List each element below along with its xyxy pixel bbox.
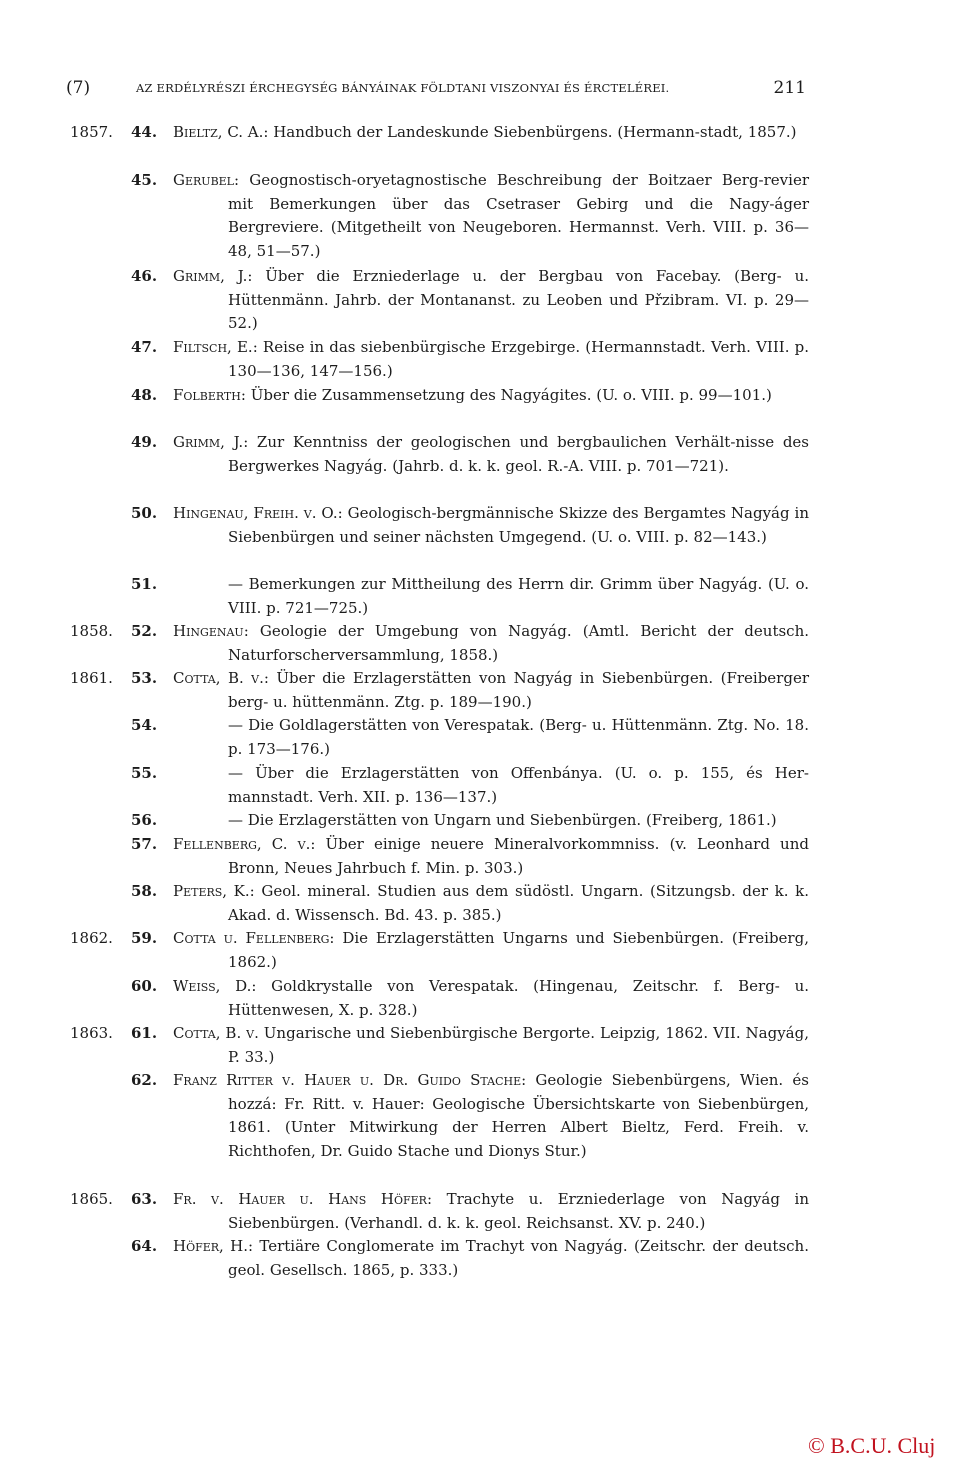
- entry-citation: : Über die Erzlagerstätten von Nagyág in Siebenbürgen. (Freiberger berg- u. hüttenmänn. Ztg. p. 189—190.): [228, 669, 809, 711]
- entry-year: 1865.: [70, 1190, 113, 1208]
- entry-citation: : Über die Zusammensetzung des Nagyágites. (U. o. VIII. p. 99—101.): [240, 386, 772, 404]
- entry-text: [173, 121, 809, 145]
- entry-author: Franz Ritter v. Hauer u. Dr. Guido Stache: [173, 1071, 522, 1089]
- running-header: [66, 78, 806, 102]
- entry-text: [173, 265, 809, 336]
- entry-author: Cotta, B. v.: [173, 669, 264, 687]
- entry-text: [173, 1188, 809, 1235]
- entry-year: 1861.: [70, 669, 113, 687]
- entry-number: 56.: [131, 811, 158, 829]
- entry-citation: : Über einige neuere Mineralvorkommniss. (v. Leonhard und Bronn, Neues Jahrbuch f. Min. p. 303.): [228, 835, 809, 877]
- entry-text: — Die Erzlagerstätten von Ungarn und Siebenbürgen. (Freiberg, 1861.): [228, 811, 777, 829]
- entry-number: 63.: [131, 1190, 158, 1208]
- entry-citation: : Über die Erzniederlage u. der Bergbau von Facebay. (Berg- u. Hüttenmänn. Jahrb. der Montananst. zu Leoben und Přzibram. VI. p. 29—52.): [228, 267, 810, 333]
- entry-citation: : Tertiäre Conglomerate im Trachyt von Nagyág. (Zeitschr. der deutsch. geol. Gesellsch. 1865, p. 333.): [228, 1237, 809, 1279]
- entry-citation: : Geologie Siebenbürgens, Wien. és hozzá: Fr. Ritt. v. Hauer: Geologische Übersichtskarte von Siebenbürgen, 1861. (Unter Mitwirkung der Herren Albert Bieltz, Ferd. Freih. v. Richthofen, Dr. Guido Stache und Dionys Stur.): [228, 1071, 809, 1160]
- entry-text: — Bemerkungen zur Mittheilung des Herrn dir. Grimm über Nagyág. (U. o. VIII. p. 721—725.): [228, 575, 809, 617]
- entry-author: Grimm, J.: [173, 267, 248, 285]
- entry-number: 51.: [131, 575, 158, 593]
- entry-number: 49.: [131, 433, 158, 451]
- entry-year: 1863.: [70, 1024, 113, 1042]
- entry-author: Cotta u. Fellenberg: [173, 929, 330, 947]
- entry-citation: : Trachyte u. Erzniederlage von Nagyág in Siebenbürgen. (Verhandl. d. k. k. geol. Reichsanst. XV. p. 240.): [228, 1190, 809, 1232]
- entry-number: 54.: [131, 716, 158, 734]
- entry-author: Höfer, H.: [173, 1237, 248, 1255]
- entry-year: 1857.: [70, 123, 113, 141]
- entry-text: [173, 1022, 809, 1069]
- entry-author: Cotta, B. v.: [173, 1024, 259, 1042]
- entry-author: Weiss, D.: [173, 977, 252, 995]
- entry-author: Peters, K.: [173, 882, 250, 900]
- entry-author: Bieltz, C. A.: [173, 123, 264, 141]
- entry-citation: : Geognostisch-oryetagnostische Beschreibung der Boitzaer Berg-revier mit Bemerkungen über das Csetraser Gebirg und die Nagy-áger Bergreviere. (Mitgetheilt von Neugeboren. Hermannst. Verh. VIII. p. 36—48, 51—57.): [228, 171, 809, 260]
- entry-text: [173, 667, 809, 714]
- entry-year: 1862.: [70, 929, 113, 947]
- section-marker: (7): [66, 78, 91, 98]
- entry-number: 57.: [131, 835, 158, 853]
- entry-number: 62.: [131, 1071, 158, 1089]
- entry-text: [173, 169, 809, 263]
- entry-citation: : Die Erzlagerstätten Ungarns und Siebenbürgen. (Freiberg, 1862.): [228, 929, 809, 971]
- entry-author: Fr. v. Hauer u. Hans Höfer: [173, 1190, 427, 1208]
- entry-number: 50.: [131, 504, 158, 522]
- entry-number: 46.: [131, 267, 158, 285]
- entry-citation: : Reise in das siebenbürgische Erzgebirge. (Hermannstadt. Verh. VIII. p. 130—136, 147—156.): [228, 338, 809, 380]
- entry-citation: : Geologie der Umgebung von Nagyág. (Amtl. Bericht der deutsch. Naturforscherversammlung, 1858.): [228, 622, 809, 664]
- running-title: AZ ERDÉLYRÉSZI ÉRCHEGYSÉG BÁNYÁINAK FÖLDTANI VISZONYAI ÉS ÉRCTELÉREI.: [136, 81, 670, 95]
- entry-text: — Über die Erzlagerstätten von Offenbánya. (U. o. p. 155, és Her-mannstadt. Verh. XII. p. 136—137.): [228, 764, 809, 806]
- entry-text: [173, 927, 809, 974]
- entry-number: 48.: [131, 386, 158, 404]
- entry-number: 53.: [131, 669, 158, 687]
- entry-text: [173, 833, 809, 880]
- entry-author: Folberth: [173, 386, 241, 404]
- entry-number: 61.: [131, 1024, 158, 1042]
- entry-text: [173, 431, 809, 478]
- page-number: 211: [773, 78, 806, 98]
- entry-citation: : Geologisch-bergmännische Skizze des Bergamtes Nagyág in Siebenbürgen und seiner nächsten Umgegend. (U. o. VIII. p. 82—143.): [228, 504, 810, 546]
- entry-author: Hingenau: [173, 622, 244, 640]
- entry-text: [173, 336, 809, 383]
- entry-number: 44.: [131, 123, 158, 141]
- entry-number: 58.: [131, 882, 158, 900]
- entry-author: Fellenberg, C. v.: [173, 835, 311, 853]
- entry-author: Grimm, J.: [173, 433, 244, 451]
- entry-text: [173, 975, 809, 1022]
- entry-text: [173, 1069, 809, 1163]
- entry-text: — Die Goldlagerstätten von Verespatak. (Berg- u. Hüttenmänn. Ztg. No. 18. p. 173—176.): [228, 716, 809, 758]
- entry-citation: : Goldkrystalle von Verespatak. (Hingenau, Zeitschr. f. Berg- u. Hüttenwesen, X. p. 328.): [228, 977, 809, 1019]
- entry-year: 1858.: [70, 622, 113, 640]
- entry-text: [173, 502, 809, 549]
- entry-number: 60.: [131, 977, 158, 995]
- entry-number: 55.: [131, 764, 158, 782]
- entry-text: [173, 880, 809, 927]
- entry-text: [173, 620, 809, 667]
- entry-author: Hingenau, Freih. v. O.: [173, 504, 338, 522]
- entry-number: 45.: [131, 171, 158, 189]
- entry-citation: : Handbuch der Landeskunde Siebenbürgens. (Hermann-stadt, 1857.): [263, 123, 797, 141]
- entry-number: 59.: [131, 929, 158, 947]
- entry-number: 47.: [131, 338, 158, 356]
- entry-text: [173, 384, 809, 408]
- entry-number: 52.: [131, 622, 158, 640]
- entry-citation: : Zur Kenntniss der geologischen und bergbaulichen Verhält-nisse des Bergwerkes Nagyág. (Jahrb. d. k. k. geol. R.-A. VIII. p. 701—721).: [228, 433, 809, 475]
- entry-author: Gerubel: [173, 171, 234, 189]
- library-watermark: © B.C.U. Cluj: [808, 1433, 936, 1458]
- entry-number: 64.: [131, 1237, 158, 1255]
- entry-citation: : Geol. mineral. Studien aus dem südöstl. Ungarn. (Sitzungsb. der k. k. Akad. d. Wissensch. Bd. 43. p. 385.): [228, 882, 809, 924]
- entry-text: [173, 1235, 809, 1282]
- entry-citation: Ungarische und Siebenbürgische Bergorte. Leipzig, 1862. VII. Nagyág, P. 33.): [228, 1024, 809, 1066]
- entry-author: Filtsch, E.: [173, 338, 253, 356]
